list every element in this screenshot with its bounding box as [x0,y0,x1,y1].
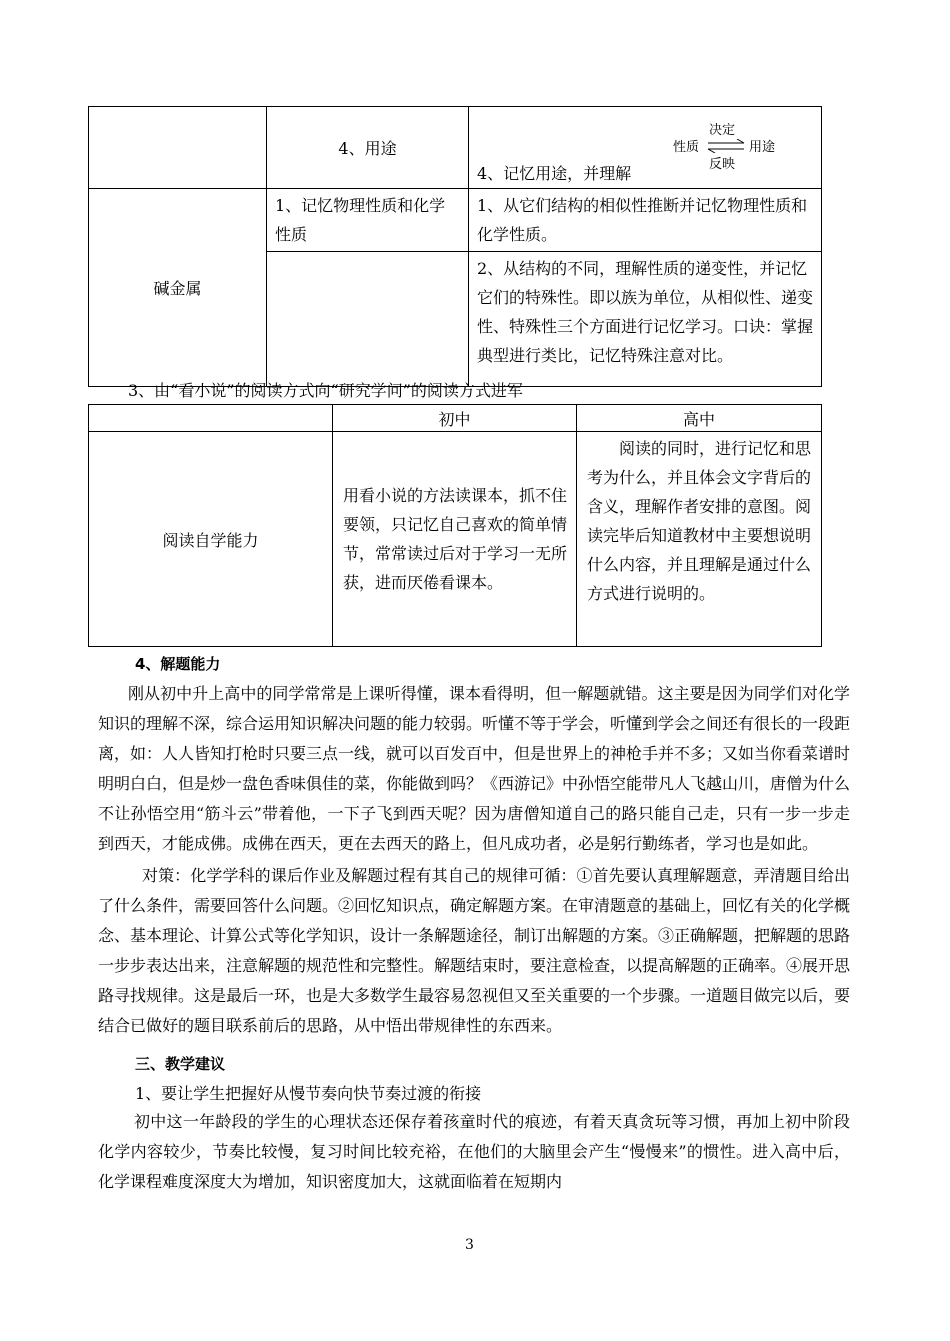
cell-usage [267,107,469,189]
table-row-usage [89,107,822,189]
cell-alkali-physical [267,189,469,252]
alkali-difference-text: 2、从结构的不同，理解性质的递变性，并记忆它们的特殊性。即以族为单位，从相似性、递变性、特殊性三个方面进行记忆学习。口诀：掌握典型进行类比，记忆特殊注意对比。 [477,259,814,365]
table-row-alkali-1 [89,189,822,252]
alkali-physical-text: 1、记忆物理性质和化学性质 [275,196,446,244]
section-3-title: 3、由“看小说”的阅读方式向“研究学问”的阅读方式进军 [128,381,523,400]
page-number: 3 [465,1237,474,1253]
cell-alkali-difference [469,252,822,387]
paragraph-teaching: 初中这一年龄段的学生的心理状态还保存着孩童时代的痕迹，有着天真贪玩等习惯，再加上初中阶段化学内容较少，节奏比较慢，复习时间比较充裕，在他们的大脑里会产生“慢慢来”的惯性。进入高中后，化学课程难度深度大为增加，知识密度加大，这就面临着在短期内 [98,1112,850,1191]
paragraph-problem-solving: 刚从初中升上高中的同学常常是上课听得懂，课本看得明，但一解题就错。这主要是因为同学们对化学知识的理解不深，综合运用知识解决问题的能力较弱。听懂不等于学会，听懂到学会之间还有很长的一段距离，如：人人皆知打枪时只要三点一线，就可以百发百中，但是世界上的神枪手并不多；又如当你看菜谱时明明白白，但是炒一盘色香味俱佳的菜，你能做到吗？《西游记》中孙悟空能带凡人飞越山川，唐僧为什么不让孙悟空用“筋斗云”带着他，一下子飞到西天呢？因为唐僧知道自己的路只能自己走，只有一步一步走到西天，才能成佛。成佛在西天，更在去西天的路上，但凡成功者，必是躬行勤练者，学习也是如此。 [98,684,851,853]
header-empty [89,405,333,432]
cell-alkali-metal [89,189,267,387]
cell-usage-memory [469,107,822,189]
usage-label: 4、用途 [338,139,397,158]
reading-ability-label: 阅读自学能力 [162,530,259,550]
table-chemistry-memory [88,106,822,387]
cell-junior-reading [333,432,577,647]
usage-memory-text: 4、记忆用途，并理解 [477,164,632,183]
diagram-reflect-label: 反映 [709,157,736,172]
paragraph-strategy: 对策：化学学科的课后作业及解题过程有其自己的规律可循：①首先要认真理解题意，弄清题目给出了什么条件，需要回答什么问题。②回忆知识点，确定解题方案。在审清题意的基础上，回忆有关的化学概念、基本理论、计算公式等化学知识，设计一条解题途径，制订出解题的方案。③正确解题，把解题的思路一步步表达出来，注意解题的规范性和完整性。解题结束时，要注意检查，以提高解题的正确率。④展开思路寻找规律。这是最后一环，也是大多数学生最容易忽视但又至关重要的一个步骤。一道题目做完以后，要结合已做好的题目联系前后的思路，从中悟出带规律性的东西来。 [98,866,851,1035]
header-senior: 高中 [577,405,822,432]
alkali-structure-text: 1、从它们结构的相似性推断并记忆物理性质和化学性质。 [477,196,808,244]
table-row-reading [89,432,822,647]
senior-reading-text: 阅读的同时，进行记忆和思考为什么，并且体会文字背后的含义，理解作者安排的意图。阅读完毕后知道教材中主要想说明什么内容，并且理解是通过什么方式进行说明的。 [587,439,812,603]
table-header-row [89,405,822,432]
subsection-1-title: 1、要让学生把握好从慢节奏向快节奏过渡的衔接 [135,1084,482,1103]
diagram-property-label: 性质 [673,140,700,155]
diagram-usage-label: 用途 [749,140,776,155]
cell-empty [89,107,267,189]
double-arrow-icon [706,139,746,153]
table-reading-ability [88,404,822,647]
section-three-title: 三、教学建议 [135,1055,226,1073]
diagram-decide-label: 决定 [709,123,736,138]
property-usage-diagram [673,119,783,172]
cell-alkali-structure [469,189,822,252]
junior-reading-text: 用看小说的方法读课本，抓不住要领，只记忆自己喜欢的简单情节，常常读过后对于学习一无所获，进而厌倦看课本。 [343,486,568,592]
alkali-metal-label: 碱金属 [153,279,202,298]
header-junior: 初中 [333,405,577,432]
section-4-title: 4、解题能力 [135,655,221,673]
cell-reading-ability [89,432,333,647]
cell-empty-2 [267,252,469,387]
cell-senior-reading [577,432,822,647]
